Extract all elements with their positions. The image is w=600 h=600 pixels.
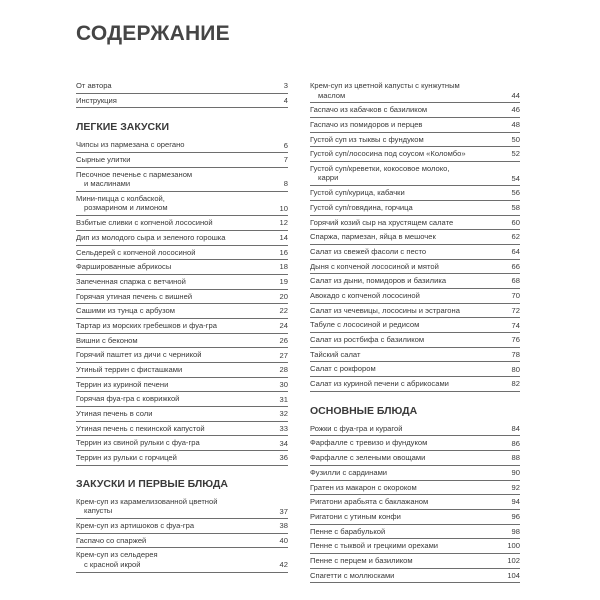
page-number: 74 (511, 320, 520, 330)
page-number: 19 (279, 277, 288, 287)
toc-entry[interactable] (76, 275, 288, 290)
page-number: 82 (511, 379, 520, 389)
page-number: 18 (279, 262, 288, 272)
entry-title: Пенне с барабулькой (310, 526, 386, 536)
toc-entry[interactable] (76, 231, 288, 246)
page-number: 54 (511, 173, 520, 183)
entry-title: Горячая утиная печень с вишней (76, 291, 193, 301)
toc-entry[interactable] (76, 548, 288, 572)
entry-title: Рожки с фуа-гра и курагой (310, 423, 403, 433)
page-number: 36 (279, 453, 288, 463)
toc-entry[interactable] (310, 495, 520, 510)
page-number: 6 (283, 140, 288, 150)
toc-entry[interactable] (310, 260, 520, 275)
toc-entry[interactable] (310, 451, 520, 466)
toc-entry[interactable] (310, 510, 520, 525)
toc-entry[interactable] (76, 407, 288, 422)
entry-title: Густой суп/курица, кабачки (310, 188, 405, 198)
page-number: 33 (279, 423, 288, 433)
page-number: 37 (279, 506, 288, 516)
page-number: 86 (511, 438, 520, 448)
entry-title: Авокадо с копченой лососиной (310, 290, 420, 300)
toc-entry[interactable] (310, 118, 520, 133)
entry-title: с красной икрой (84, 559, 141, 569)
page-number: 8 (283, 179, 288, 189)
entry-title: Гратен из макарон с окороком (310, 482, 417, 492)
toc-entry[interactable] (76, 94, 288, 109)
page-number: 70 (511, 291, 520, 301)
entry-title: Гаспачо из помидоров и перцев (310, 119, 423, 129)
page-number: 100 (507, 541, 520, 551)
entry-title: Тайский салат (310, 349, 361, 359)
toc-entry[interactable] (310, 79, 520, 103)
entry-title: маслом (318, 90, 346, 100)
page-number: 7 (283, 155, 288, 165)
page-number: 4 (283, 95, 288, 105)
toc-entry[interactable] (310, 539, 520, 554)
entry-title: Салат из свежей фасоли с песто (310, 246, 427, 256)
page-number: 60 (511, 217, 520, 227)
toc-entry[interactable] (310, 436, 520, 451)
contents-column-left (76, 79, 288, 573)
toc-entry[interactable] (76, 319, 288, 334)
page-number: 26 (279, 335, 288, 345)
entry-title: Фаршированные абрикосы (76, 262, 172, 272)
entry-title: От автора (76, 81, 112, 90)
entry-title: Гаспачо со спаржей (76, 535, 147, 545)
entry-title: карри (318, 173, 339, 183)
contents-column-right (310, 79, 520, 583)
page-number: 24 (279, 321, 288, 331)
entry-title: Ригатони арабьята с баклажаном (310, 497, 429, 507)
page-number: 88 (511, 453, 520, 463)
page-number: 32 (279, 409, 288, 419)
page-number: 22 (279, 306, 288, 316)
page-number: 90 (511, 468, 520, 477)
page-number: 52 (511, 149, 520, 159)
toc-entry[interactable] (310, 348, 520, 363)
toc-entry[interactable] (76, 363, 288, 378)
page-number: 42 (279, 560, 288, 570)
page-number: 64 (511, 247, 520, 257)
entry-title: капусты (84, 506, 113, 516)
entry-title: Сырные улитки (76, 155, 131, 165)
toc-entry[interactable] (310, 318, 520, 333)
toc-entry[interactable] (310, 103, 520, 118)
page-number: 94 (511, 497, 520, 507)
page-number: 66 (511, 261, 520, 271)
section-heading: ЗАКУСКИ И ПЕРВЫЕ БЛЮДА (76, 477, 228, 490)
entry-title: Горячая фуа-гра с коврижкой (76, 394, 180, 404)
page-number: 92 (511, 482, 520, 492)
entry-title: Горячий козий сыр на хрустящем салате (310, 217, 454, 227)
page-number: 56 (511, 188, 520, 198)
toc-entry[interactable] (76, 290, 288, 305)
toc-entry[interactable] (310, 304, 520, 319)
page-number: 62 (511, 232, 520, 242)
toc-entry[interactable] (76, 260, 288, 275)
page-number: 68 (511, 276, 520, 286)
entry-title: Густой суп/креветки, кокосовое молоко, (310, 163, 450, 173)
toc-entry[interactable] (310, 133, 520, 148)
entry-title: Крем-суп из сельдерея (76, 550, 158, 560)
toc-entry[interactable] (76, 192, 288, 216)
toc-entry[interactable] (76, 334, 288, 349)
entry-title: Утиная печень в соли (76, 409, 153, 419)
toc-entry[interactable] (76, 79, 288, 94)
toc-entry[interactable] (76, 534, 288, 549)
page-number: 96 (511, 512, 520, 522)
toc-entry[interactable] (310, 201, 520, 216)
page-number: 84 (511, 423, 520, 433)
page-number: 28 (279, 365, 288, 375)
toc-entry[interactable] (310, 274, 520, 289)
entry-title: Террин из куриной печени (76, 379, 169, 389)
page-number: 78 (511, 349, 520, 359)
entry-title: Салат из чечевицы, лососины и эстрагона (310, 305, 460, 315)
entry-title: Дыня с копченой лососиной и мятой (310, 261, 439, 271)
page-number: 48 (511, 120, 520, 130)
page-number: 12 (279, 218, 288, 228)
toc-entry[interactable] (76, 451, 288, 466)
entry-title: Фарфалле с тревизо и фундуком (310, 438, 428, 448)
toc-entry[interactable] (310, 230, 520, 245)
toc-entry[interactable] (76, 378, 288, 393)
toc-entry[interactable] (310, 147, 520, 162)
entry-title: Фарфалле с зелеными овощами (310, 453, 426, 463)
toc-entry[interactable] (76, 422, 288, 437)
entry-title: Табуле с лососиной и редисом (310, 320, 420, 330)
toc-entry[interactable] (76, 348, 288, 363)
toc-entry[interactable] (76, 495, 288, 519)
entry-title: Салат из ростбифа с базиликом (310, 335, 425, 344)
page-number: 3 (283, 81, 288, 91)
page-number: 16 (279, 247, 288, 257)
toc-entry[interactable] (310, 362, 520, 377)
entry-title: Густой суп/лососина под соусом «Коломбо» (310, 149, 466, 159)
toc-entry[interactable] (76, 246, 288, 261)
page-number: 31 (279, 394, 288, 404)
toc-entry[interactable] (76, 392, 288, 407)
page-number: 27 (279, 350, 288, 360)
page-number: 38 (279, 521, 288, 531)
entry-title: Гаспачо из кабачков с базиликом (310, 105, 428, 115)
toc-entry[interactable] (76, 519, 288, 534)
toc-entry[interactable] (310, 377, 520, 392)
toc-entry[interactable] (76, 138, 288, 153)
entry-title: Вишни с беконом (76, 335, 138, 345)
entry-title: Запеченная спаржа с ветчиной (76, 276, 186, 286)
toc-entry[interactable] (310, 525, 520, 540)
entry-title: Густой суп/говядина, горчица (310, 202, 413, 212)
page-number: 102 (507, 556, 520, 566)
entry-title: Песочное печенье с пармезаном (76, 169, 193, 179)
toc-entry[interactable] (310, 569, 520, 584)
entry-title: Спагетти с моллюсками (310, 570, 395, 580)
entry-title: Тартар из морских гребешков и фуа-гра (76, 320, 217, 330)
section-heading: ЛЕГКИЕ ЗАКУСКИ (76, 121, 170, 134)
entry-title: Чипсы из пармезана с орегано (76, 140, 185, 150)
entry-title: розмарином и лимоном (84, 203, 168, 213)
toc-entry[interactable] (310, 162, 520, 186)
toc-entry[interactable] (310, 481, 520, 496)
page-number: 14 (279, 233, 288, 242)
page-number: 50 (511, 134, 520, 144)
toc-entry[interactable] (76, 168, 288, 192)
page-number: 30 (279, 379, 288, 389)
toc-entry[interactable] (310, 289, 520, 304)
entry-title: Утиная печень с пекинской капустой (76, 423, 205, 433)
entry-title: Салат с рокфором (310, 364, 376, 374)
page-number: 40 (279, 535, 288, 545)
page-number: 98 (511, 526, 520, 536)
entry-title: Пенне с тыквой и грецкими орехами (310, 541, 439, 551)
page-number: 34 (279, 438, 288, 448)
page-number: 10 (279, 203, 288, 213)
toc-entry[interactable] (310, 466, 520, 481)
entry-title: Крем-суп из цветной капусты с кунжутным (310, 81, 460, 90)
page-number: 104 (507, 570, 520, 580)
toc-entry[interactable] (76, 153, 288, 168)
page-number: 20 (279, 291, 288, 301)
entry-title: Сашими из тунца с арбузом (76, 306, 175, 316)
toc-entry[interactable] (76, 436, 288, 451)
entry-title: Крем-суп из карамелизованной цветной (76, 496, 218, 506)
entry-title: Утиный террин с фисташками (76, 365, 183, 374)
toc-entry[interactable] (310, 333, 520, 348)
entry-title: Спаржа, пармезан, яйца в мешочек (310, 232, 436, 242)
entry-title: Террин из рульки с горчицей (76, 453, 177, 463)
entry-title: Мини-пицца с колбаской, (76, 193, 165, 203)
page-number: 80 (511, 364, 520, 374)
toc-entry[interactable] (310, 216, 520, 231)
entry-title: Густой суп из тыквы с фундуком (310, 134, 424, 144)
entry-title: Инструкция (76, 95, 117, 105)
entry-title: Фузилли с сардинами (310, 467, 388, 477)
page-number: 44 (511, 90, 520, 100)
entry-title: Дип из молодого сыра и зеленого горошка (76, 232, 226, 242)
toc-entry[interactable] (310, 245, 520, 260)
entry-title: Салат из дыни, помидоров и базилика (310, 276, 447, 286)
page-number: 76 (511, 335, 520, 345)
entry-title: Террин из свиной рульки с фуа-гра (76, 438, 200, 448)
entry-title: Пенне с перцем и базиликом (310, 555, 413, 565)
toc-entry[interactable] (76, 304, 288, 319)
toc-entry[interactable] (310, 186, 520, 201)
entry-title: Горячий паштет из дичи с черникой (76, 350, 202, 360)
entry-title: Сельдерей с копченой лососиной (76, 247, 196, 257)
toc-entry[interactable] (310, 554, 520, 569)
page-number: 46 (511, 105, 520, 115)
entry-title: Взбитые сливки с копченой лососиной (76, 218, 213, 228)
toc-entry[interactable] (76, 216, 288, 231)
entry-title: Салат из куриной печени с абрикосами (310, 379, 449, 389)
page-number: 72 (511, 305, 520, 315)
entry-title: Крем-суп из артишоков с фуа-гра (76, 521, 195, 530)
entry-title: Ригатони с утиным конфи (310, 511, 401, 521)
toc-entry[interactable] (310, 422, 520, 437)
page-title: СОДЕРЖАНИЕ (76, 22, 230, 45)
page-number: 58 (511, 203, 520, 212)
section-heading: ОСНОВНЫЕ БЛЮДА (310, 404, 418, 417)
entry-title: и маслинами (84, 179, 131, 189)
